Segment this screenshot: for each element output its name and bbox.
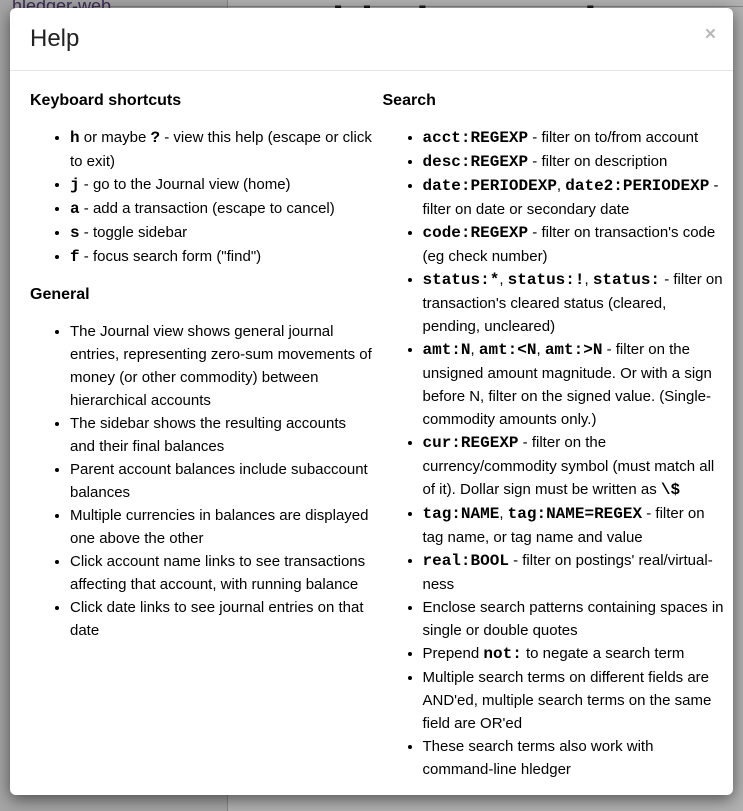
text-segment: ,: [470, 341, 479, 358]
code-token: cur:REGEXP: [422, 434, 519, 452]
code-token: tag:NAME=REGEX: [507, 505, 643, 523]
text-segment: - filter on postings' real/virtual-ness: [422, 552, 713, 593]
list-item: [70, 320, 373, 412]
section-heading-search: Search: [382, 92, 436, 109]
text-segment: These search terms also work with command-line hledger: [422, 738, 654, 778]
text-segment: Click date links to see journal entries on that date: [70, 599, 364, 639]
list-item: [423, 338, 726, 431]
text-segment: - go to the Journal view (home): [79, 176, 291, 193]
text-segment: The Journal view shows general journal entries, representing zero-sum movements of money (or other commodity) between hierarchical accounts: [70, 323, 372, 409]
section-heading-general: General: [30, 286, 90, 303]
list-item: [70, 197, 373, 221]
list-item: [423, 549, 726, 596]
text-segment: ,: [536, 341, 545, 358]
keyboard-shortcuts-list: [30, 126, 373, 269]
list-item: [423, 221, 726, 268]
text-segment: or maybe: [79, 129, 151, 146]
text-segment: - filter on tag name, or tag name and value: [422, 505, 705, 546]
text-segment: - filter on date or secondary date: [422, 177, 719, 218]
text-segment: - add a transaction (escape to cancel): [79, 200, 335, 217]
code-token: amt:>N: [544, 341, 603, 359]
code-token: tag:NAME: [422, 505, 500, 523]
list-item: [423, 735, 726, 781]
code-token: acct:REGEXP: [422, 129, 529, 147]
help-modal: [10, 8, 733, 795]
code-token: not:: [483, 645, 522, 663]
text-segment: - toggle sidebar: [79, 224, 188, 241]
list-item: [70, 221, 373, 245]
text-segment: Click account name links to see transactions affecting that account, with running balance: [70, 553, 366, 593]
text-segment: - view this help (escape or click to exit): [70, 129, 372, 170]
list-item: [423, 666, 726, 735]
text-segment: The sidebar shows the resulting accounts and their final balances: [70, 415, 346, 455]
close-icon[interactable]: ×: [704, 24, 716, 45]
code-token: desc:REGEXP: [422, 153, 529, 171]
text-segment: ,: [584, 271, 593, 288]
text-segment: ,: [556, 177, 566, 194]
text-segment: Multiple search terms on different fields are AND'ed, multiple search terms on the same field are OR'ed: [422, 669, 712, 732]
list-item: [70, 458, 373, 504]
code-token: real:BOOL: [422, 552, 509, 570]
list-item: [70, 596, 373, 642]
text-segment: - filter on the unsigned amount magnitude. Or with a sign before N, filter on the signed value. (Single-commodity amounts only.): [422, 341, 712, 428]
text-segment: to negate a search term: [521, 645, 685, 662]
code-token: status:: [592, 271, 661, 289]
list-item: [423, 502, 726, 549]
list-item: [70, 504, 373, 550]
code-token: s: [70, 224, 80, 242]
list-item: [423, 174, 726, 221]
code-token: date:PERIODEXP: [422, 177, 557, 195]
text-segment: - filter on the currency/commodity symbol (must match all of it). Dollar sign must be written as: [422, 434, 715, 498]
text-segment: - focus search form ("find"): [79, 248, 262, 265]
text-segment: ,: [499, 505, 508, 522]
list-item: [70, 245, 373, 269]
code-token: ?: [150, 129, 161, 147]
list-item: [423, 268, 726, 338]
modal-title: Help: [30, 25, 80, 52]
modal-body: [10, 71, 733, 795]
general-list: [30, 320, 373, 642]
code-token: a: [70, 200, 80, 218]
list-item: [70, 550, 373, 596]
text-segment: - filter on transaction's cleared status (cleared, pending, uncleared): [422, 271, 723, 335]
section-heading-keyboard-shortcuts: Keyboard shortcuts: [30, 92, 182, 109]
text-segment: Parent account balances include subaccount balances: [70, 461, 368, 501]
search-list: [383, 126, 726, 781]
code-token: status:*: [422, 271, 500, 289]
modal-header: [10, 8, 733, 71]
text-segment: - filter on transaction's code (eg check number): [422, 224, 716, 265]
list-item: [423, 126, 726, 150]
help-column-right: [383, 91, 726, 781]
text-segment: Enclose search patterns containing spaces in single or double quotes: [422, 599, 724, 639]
text-segment: ,: [499, 271, 508, 288]
list-item: [70, 412, 373, 458]
text-segment: - filter on to/from account: [528, 129, 699, 146]
help-column-left: [30, 91, 373, 781]
list-item: [70, 126, 373, 173]
list-item: [423, 642, 726, 666]
code-token: amt:N: [422, 341, 471, 359]
code-token: j: [70, 176, 80, 194]
list-item: [423, 431, 726, 502]
code-token: code:REGEXP: [422, 224, 529, 242]
list-item: [423, 596, 726, 642]
text-segment: Multiple currencies in balances are displayed one above the other: [70, 507, 369, 547]
text-segment: Prepend: [422, 645, 484, 662]
code-token: date2:PERIODEXP: [565, 177, 710, 195]
list-item: [423, 150, 726, 174]
code-token: h: [70, 129, 80, 147]
list-item: [70, 173, 373, 197]
code-token: \$: [660, 481, 681, 499]
text-segment: - filter on description: [528, 153, 668, 170]
code-token: amt:<N: [478, 341, 537, 359]
code-token: status:!: [507, 271, 585, 289]
code-token: f: [70, 248, 80, 266]
